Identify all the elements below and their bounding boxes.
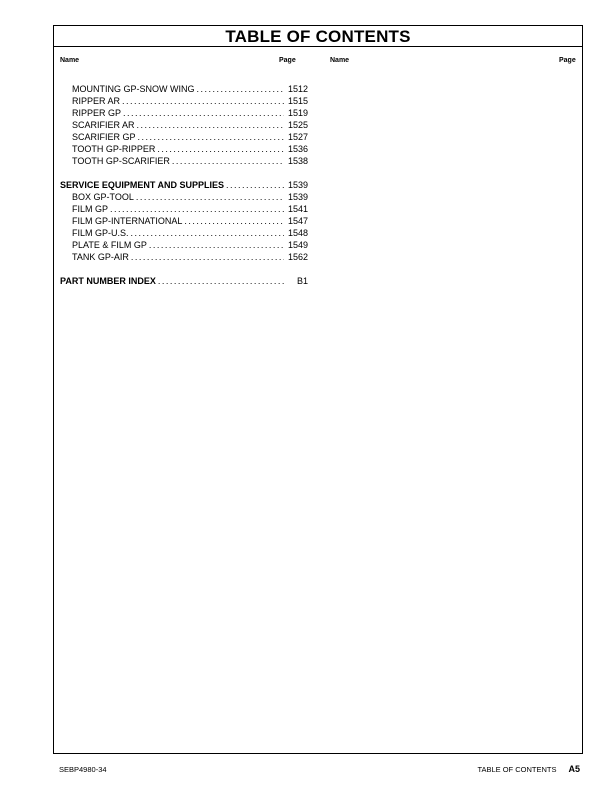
toc-entry-page: 1548 [287, 228, 308, 238]
toc-entries [60, 83, 308, 287]
leader-dots [131, 251, 284, 263]
leader-dots [197, 83, 285, 95]
toc-entry[interactable] [60, 155, 308, 167]
leader-dots [136, 191, 284, 203]
toc-entry-page: 1541 [287, 204, 308, 214]
toc-entry[interactable] [60, 215, 308, 227]
toc-entry-name: MOUNTING GP-SNOW WING [72, 84, 195, 94]
toc-entry-name: SCARIFIER GP [72, 132, 136, 142]
toc-entry-page: 1527 [287, 132, 308, 142]
toc-entry-page: 1512 [287, 84, 308, 94]
right-name-header: Name [330, 57, 350, 64]
spacer [60, 167, 308, 179]
leader-dots [157, 143, 284, 155]
leader-dots [123, 107, 284, 119]
toc-entry-page: 1519 [287, 108, 308, 118]
toc-section-name: SERVICE EQUIPMENT AND SUPPLIES [60, 180, 225, 190]
left-name-header: Name [60, 57, 80, 64]
page-footer [477, 764, 580, 774]
toc-entry-page: 1538 [287, 156, 308, 166]
left-page-header: Page [279, 57, 296, 64]
leader-dots [131, 227, 284, 239]
document-number: SEBP4980-34 [59, 765, 107, 774]
leader-dots [149, 239, 284, 251]
toc-entry-page: 1549 [287, 240, 308, 250]
toc-entry-name: FILM GP [72, 204, 109, 214]
toc-entry-page: 1515 [287, 96, 308, 106]
spacer [60, 263, 308, 275]
toc-entry[interactable] [60, 119, 308, 131]
leader-dots [158, 275, 284, 287]
leader-dots [172, 155, 284, 167]
leader-dots [137, 119, 284, 131]
toc-entry-page: 1539 [287, 192, 308, 202]
toc-entry-name: RIPPER GP [72, 108, 122, 118]
toc-entry[interactable] [60, 107, 308, 119]
toc-entry-page: 1536 [287, 144, 308, 154]
toc-entry-page: 1562 [287, 252, 308, 262]
toc-entry-name: PLATE & FILM GP [72, 240, 147, 250]
toc-entry[interactable] [60, 131, 308, 143]
toc-section-name: PART NUMBER INDEX [60, 276, 156, 286]
toc-section[interactable] [60, 275, 308, 287]
toc-entry[interactable] [60, 95, 308, 107]
toc-entry[interactable] [60, 83, 308, 95]
leader-dots [122, 95, 284, 107]
toc-entry-name: TOOTH GP-RIPPER [72, 144, 156, 154]
page-number: A5 [568, 764, 580, 774]
leader-dots [110, 203, 284, 215]
toc-entry-page: 1547 [287, 216, 308, 226]
toc-entry-name: FILM GP-INTERNATIONAL [72, 216, 183, 226]
toc-entry-name: FILM GP-U.S. [72, 228, 129, 238]
toc-entry[interactable] [60, 191, 308, 203]
leader-dots [138, 131, 284, 143]
toc-entry-name: TANK GP-AIR [72, 252, 129, 262]
toc-entry[interactable] [60, 227, 308, 239]
toc-entry[interactable] [60, 239, 308, 251]
leader-dots [184, 215, 284, 227]
toc-entry-name: TOOTH GP-SCARIFIER [72, 156, 170, 166]
page-frame [53, 25, 583, 754]
toc-section-page: 1539 [287, 180, 308, 190]
leader-dots [226, 179, 284, 191]
toc-entry[interactable] [60, 203, 308, 215]
title-bar [54, 26, 582, 47]
toc-entry-name: BOX GP-TOOL [72, 192, 134, 202]
toc-entry[interactable] [60, 143, 308, 155]
toc-entry-name: SCARIFIER AR [72, 120, 135, 130]
toc-section-page: B1 [296, 276, 308, 286]
toc-entry-page: 1525 [287, 120, 308, 130]
page-title: TABLE OF CONTENTS [225, 27, 411, 46]
right-page-header: Page [559, 57, 576, 64]
toc-section[interactable] [60, 179, 308, 191]
footer-section-title: TABLE OF CONTENTS [477, 765, 557, 774]
toc-entry-name: RIPPER AR [72, 96, 121, 106]
toc-entry[interactable] [60, 251, 308, 263]
